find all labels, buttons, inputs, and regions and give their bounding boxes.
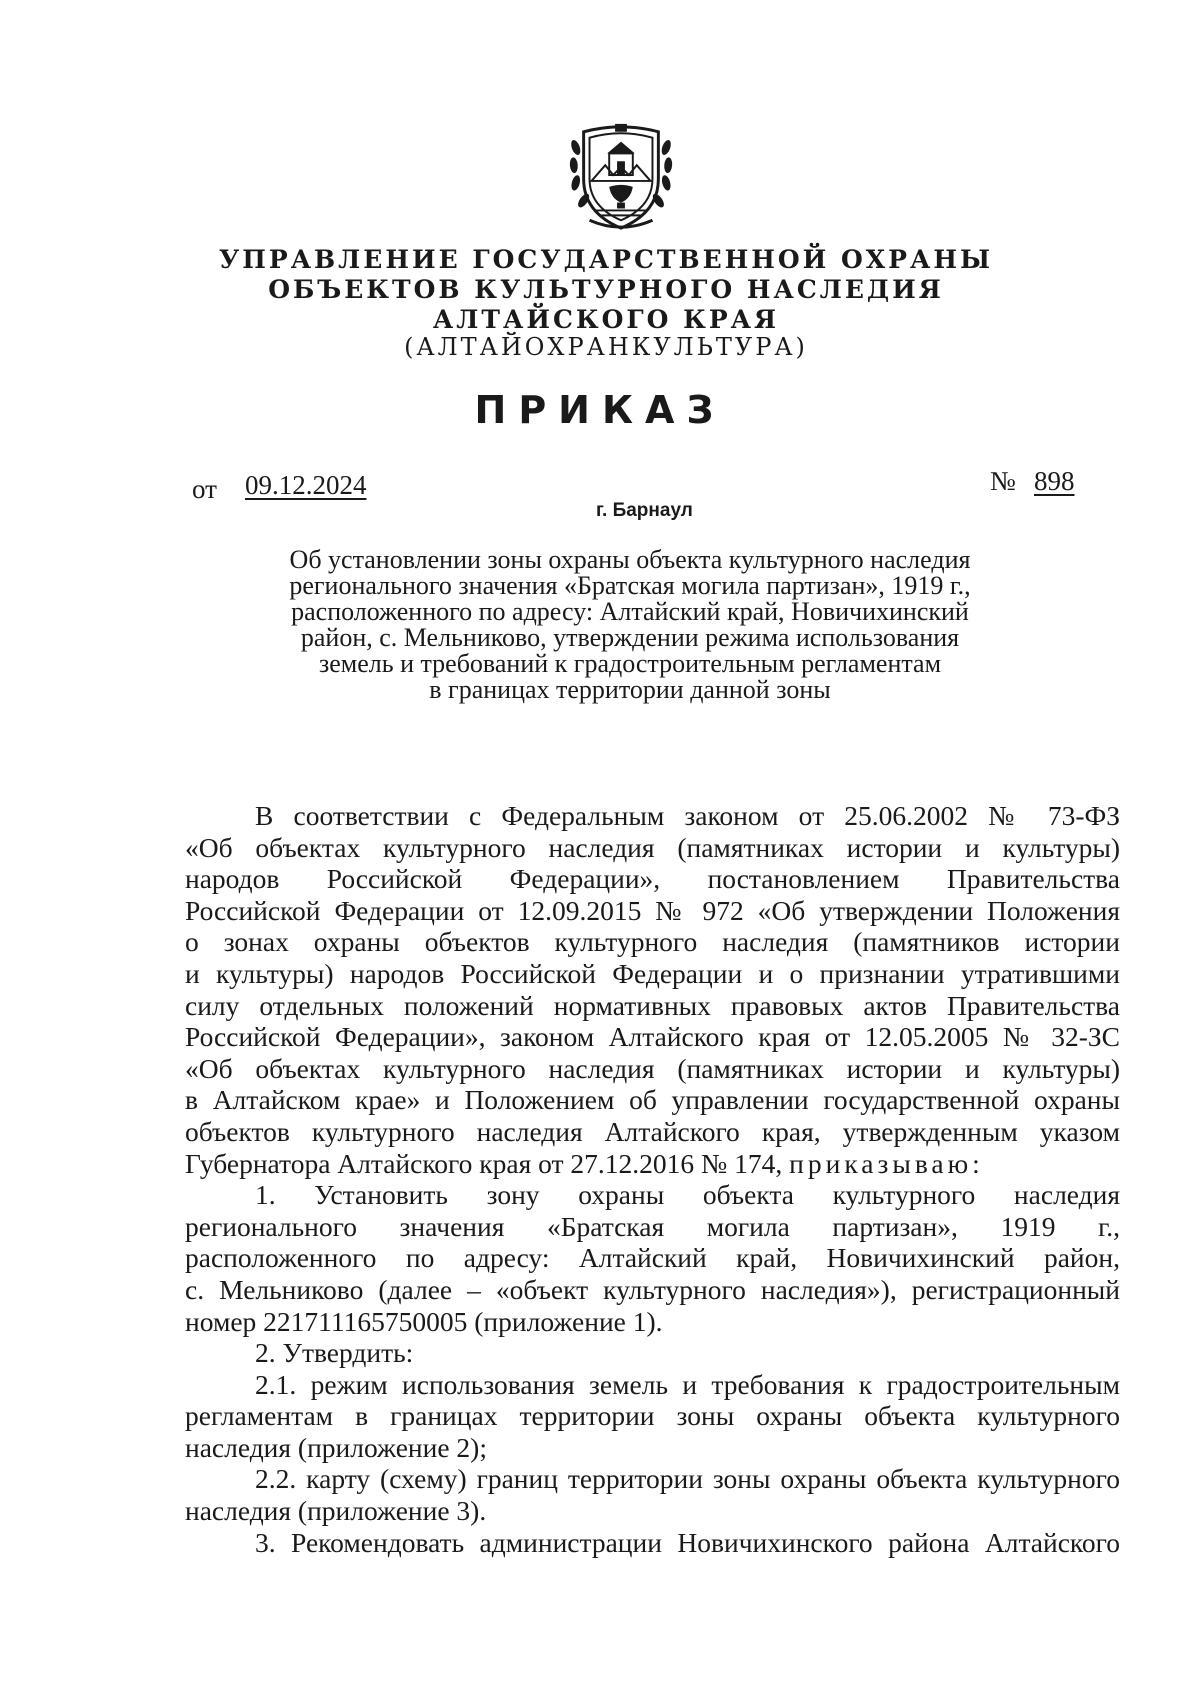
body-line: Российской Федерации», законом Алтайского края от 12.05.2005 № 32-ЗС [185, 1021, 1120, 1053]
body-line: 2.1. режим использования земель и требования к градостроительным [255, 1368, 1120, 1400]
body-line: о зонах охраны объектов культурного наследия (памятников истории [185, 926, 1120, 958]
body-line: В соответствии с Федеральным законом от 25.06.2002 № 73-ФЗ [255, 800, 1120, 831]
body-line: «Об объектах культурного наследия (памятниках истории и культуры) [185, 1052, 1120, 1084]
body-line-text: Губернатора Алтайского края от 27.12.2016 № 174, [185, 1147, 783, 1179]
document-subject [250, 547, 1010, 703]
org-name-line-3: АЛТАЙСКОГО КРАЯ [432, 305, 780, 334]
subject-line: регионального значения «Братская могила партизан», 1919 г., [289, 571, 971, 600]
altai-krai-coat-of-arms-icon [562, 118, 680, 236]
body-line: Российской Федерации от 12.09.2015 № 972 «Об утверждении Положения [185, 894, 1120, 926]
number-prefix: № [990, 466, 1016, 496]
document-number: 898 [1034, 466, 1075, 496]
org-abbreviation: (АЛТАЙОХРАНКУЛЬТУРА) [404, 333, 808, 361]
body-line: 1. Установить зону охраны объекта культурного наследия [255, 1179, 1120, 1211]
subject-line: в границах территории данной зоны [429, 675, 831, 704]
body-line: народов Российской Федерации», постановлением Правительства [185, 863, 1120, 895]
body-line: номер 221711165750005 (приложение 1). [185, 1305, 663, 1337]
body-line: и культуры) народов Российской Федерации и о признании утратившими [185, 957, 1120, 989]
city-label: г. Барнаул [596, 500, 693, 521]
body-line: наследия (приложение 2); [185, 1431, 487, 1463]
body-line: с. Мельниково (далее – «объект культурного наследия»), регистрационный [185, 1273, 1120, 1305]
body-line [185, 1148, 1120, 1180]
subject-line: Об установлении зоны охраны объекта культурного наследия [289, 545, 971, 574]
body-line: регионального значения «Братская могила партизан», 1919 г., [185, 1210, 1120, 1242]
subject-line: расположенного по адресу: Алтайский край, Новичихинский [291, 597, 969, 626]
org-name-line-1: УПРАВЛЕНИЕ ГОСУДАРСТВЕННОЙ ОХРАНЫ [219, 245, 993, 274]
document-date: 09.12.2024 [245, 470, 367, 500]
body-line: объектов культурного наследия Алтайского края, утвержденным указом [185, 1115, 1120, 1147]
date-prefix: от [192, 474, 217, 504]
body-line: 2.2. карту (схему) границ территории зоны охраны объекта культурного [255, 1463, 1120, 1495]
body-line: регламентам в границах территории зоны охраны объекта культурного [185, 1400, 1120, 1432]
order-word: приказываю: [789, 1147, 984, 1179]
body-line: в Алтайском крае» и Положением об управлении государственной охраны [185, 1084, 1120, 1116]
body-line: силу отдельных положений нормативных правовых актов Правительства [185, 989, 1120, 1021]
body-line: наследия (приложение 3). [185, 1495, 487, 1527]
body-line: расположенного по адресу: Алтайский край, Новичихинский район, [185, 1242, 1120, 1274]
document-body [185, 800, 1120, 1558]
body-line: «Об объектах культурного наследия (памятниках истории и культуры) [185, 831, 1120, 863]
document-type-title: ПРИКАЗ [474, 388, 726, 432]
org-name-line-2: ОБЪЕКТОВ КУЛЬТУРНОГО НАСЛЕДИЯ [268, 275, 944, 304]
body-line: 2. Утвердить: [255, 1337, 414, 1369]
subject-line: район, с. Мельниково, утверждении режима использования [300, 623, 960, 652]
body-line: 3. Рекомендовать администрации Новичихинского района Алтайского [255, 1526, 1120, 1558]
subject-line: земель и требований к градостроительным регламентам [318, 649, 942, 678]
